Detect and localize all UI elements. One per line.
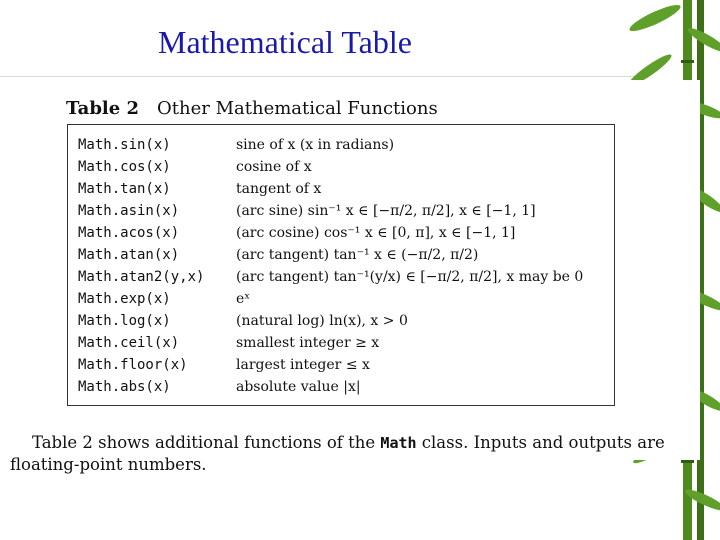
table-row (68, 291, 608, 313)
body-text-part1: Table 2 shows additional functions of the (32, 433, 381, 452)
table-row (68, 335, 608, 357)
table-row (68, 357, 608, 379)
function-description: (arc sine) sin⁻¹ x ∈ [−π/2, π/2], x ∈ [−1, 1] (236, 203, 536, 219)
function-description: cosine of x (236, 159, 312, 175)
table-row (68, 225, 608, 247)
function-name: Math.atan2(y,x) (78, 269, 205, 285)
function-description: largest integer ≤ x (236, 357, 370, 373)
table-row (68, 247, 608, 269)
function-description: absolute value |x| (236, 379, 361, 395)
body-text-code: Math (380, 434, 417, 452)
function-name: Math.sin(x) (78, 137, 171, 153)
function-description: (arc cosine) cos⁻¹ x ∈ [0, π], x ∈ [−1, 1] (236, 225, 516, 241)
body-paragraph (10, 432, 690, 476)
function-description: smallest integer ≥ x (236, 335, 380, 351)
functions-table (67, 124, 615, 406)
function-description: tangent of x (236, 181, 322, 197)
table-row (68, 203, 608, 225)
function-name: Math.atan(x) (78, 247, 180, 263)
function-description: sine of x (x in radians) (236, 137, 395, 153)
function-name: Math.ceil(x) (78, 335, 180, 351)
function-name: Math.floor(x) (78, 357, 188, 373)
table-row (68, 159, 608, 181)
function-name: Math.acos(x) (78, 225, 180, 241)
function-description: (arc tangent) tan⁻¹ x ∈ (−π/2, π/2) (236, 247, 479, 263)
function-description: (natural log) ln(x), x > 0 (236, 313, 408, 329)
table-row (68, 181, 608, 203)
slide-title: Mathematical Table (158, 24, 412, 60)
function-description: eˣ (236, 291, 251, 307)
title-divider (0, 76, 640, 77)
function-name: Math.abs(x) (78, 379, 171, 395)
function-name: Math.tan(x) (78, 181, 171, 197)
table-row (68, 269, 608, 291)
function-name: Math.exp(x) (78, 291, 171, 307)
table-label: Table 2 (66, 98, 140, 119)
table-caption-title: Other Mathematical Functions (157, 98, 438, 119)
function-description: (arc tangent) tan⁻¹(y/x) ∈ [−π/2, π/2], x may be 0 (236, 269, 584, 285)
function-name: Math.cos(x) (78, 159, 171, 175)
body-text-part2: class. Inputs and outputs are floating-point numbers. (10, 433, 665, 474)
function-name: Math.asin(x) (78, 203, 180, 219)
function-name: Math.log(x) (78, 313, 171, 329)
table-row (68, 137, 608, 159)
table-heading (66, 98, 438, 119)
table-row (68, 313, 608, 335)
table-row (68, 379, 608, 401)
